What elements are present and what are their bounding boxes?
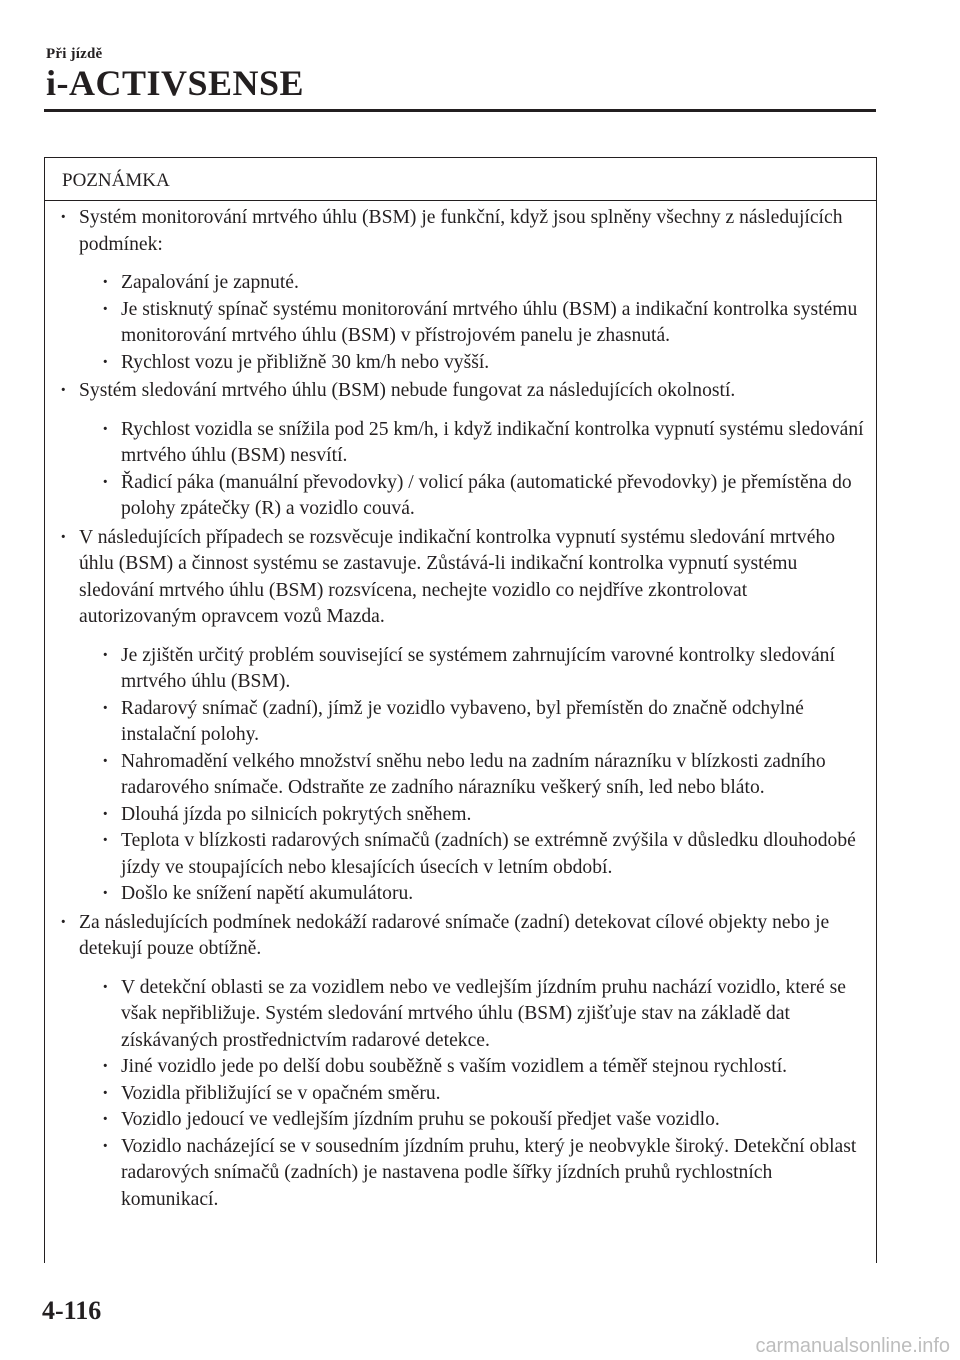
note-subitem: · Řadicí páka (manuální převodovky) / volicí páka (automatické převodovky) je přemístěna do polohy zpátečky (R) a vozidlo couvá.: [79, 470, 864, 523]
note-item-text: Systém monitorování mrtvého úhlu (BSM) je funkční, když jsou splněny všechny z následujících podmínek:: [79, 207, 843, 255]
note-subitem: · Vozidla přibližující se v opačném směru.: [79, 1081, 864, 1108]
note-subitem: · Vozidlo nacházející se v sousedním jízdním pruhu, který je neobvykle široký. Detekční oblast radarových snímačů (zadních) je nastavena podle šířky jízdních pruhů rychlostních komunikací.: [79, 1134, 864, 1214]
note-subitem: · Dlouhá jízda po silnicích pokrytých sněhem.: [79, 802, 864, 829]
chapter-title: i-ACTIVSENSE: [46, 63, 305, 103]
note-item: [57, 205, 864, 376]
note-item: [57, 910, 864, 1214]
section-label: Při jízdě: [46, 46, 103, 62]
note-sublist: [79, 643, 864, 908]
note-subitem: · Jiné vozidlo jede po delší dobu souběžně s vaším vozidlem a téměř stejnou rychlostí.: [79, 1054, 864, 1081]
note-title: POZNÁMKA: [45, 158, 876, 201]
header-rule: [44, 109, 876, 112]
note-subitem: · Radarový snímač (zadní), jímž je vozidlo vybaveno, byl přemístěn do značně odchylné instalační polohy.: [79, 696, 864, 749]
note-subitem: · Rychlost vozu je přibližně 30 km/h nebo vyšší.: [79, 350, 864, 377]
watermark: carmanualsonline.info: [755, 1335, 950, 1357]
note-sublist: [79, 975, 864, 1214]
note-subitem: · Rychlost vozidla se snížila pod 25 km/h, i když indikační kontrolka vypnutí systému sledování mrtvého úhlu (BSM) nesvítí.: [79, 417, 864, 470]
note-sublist: [79, 270, 864, 376]
note-sublist: [79, 417, 864, 523]
note-subitem: · Vozidlo jedoucí ve vedlejším jízdním pruhu se pokouší předjet vaše vozidlo.: [79, 1107, 864, 1134]
note-item-text: Za následujících podmínek nedokáží radarové snímače (zadní) detekovat cílové objekty nebo je detekují pouze obtížně.: [79, 911, 830, 959]
note-item-text: V následujících případech se rozsvěcuje indikační kontrolka vypnutí systému sledování mrtvého úhlu (BSM) a činnost systému se zastavuje. Zůstává-li indikační kontrolka vypnutí systému sledování mrtvého úhlu (BSM) rozsvícena, nechejte vozidlo co nejdříve zkontrolovat autorizovaným opravcem vozů Mazda.: [79, 526, 835, 627]
note-item: [57, 378, 864, 523]
note-box: [44, 157, 877, 1263]
note-subitem: · V detekční oblasti se za vozidlem nebo ve vedlejším jízdním pruhu nachází vozidlo, které se však nepřibližuje. Systém sledování mrtvého úhlu (BSM) zjišťuje stav na základě dat získávaných prostřednictvím radarové detekce.: [79, 975, 864, 1055]
note-item: [57, 525, 864, 908]
note-subitem: · Je zjištěn určitý problém související se systémem zahrnujícím varovné kontrolky sledování mrtvého úhlu (BSM).: [79, 643, 864, 696]
note-subitem: · Je stisknutý spínač systému monitorování mrtvého úhlu (BSM) a indikační kontrolka systému monitorování mrtvého úhlu (BSM) v přístrojovém panelu je zhasnutá.: [79, 297, 864, 350]
page-number: 4-116: [42, 1296, 102, 1325]
note-subitem: · Zapalování je zapnuté.: [79, 270, 864, 297]
page-header: [46, 46, 304, 103]
note-subitem: · Teplota v blízkosti radarových snímačů (zadních) se extrémně zvýšila v důsledku dlouhodobé jízdy ve stoupajících nebo klesajících úsecích v letním období.: [79, 828, 864, 881]
note-list: [57, 205, 864, 1213]
note-body: [45, 201, 876, 1213]
note-subitem: · Došlo ke snížení napětí akumulátoru.: [79, 881, 864, 908]
note-item-text: Systém sledování mrtvého úhlu (BSM) nebude fungovat za následujících okolností.: [79, 380, 736, 401]
note-subitem: · Nahromadění velkého množství sněhu nebo ledu na zadním nárazníku v blízkosti zadního radarového snímače. Odstraňte ze zadního nárazníku veškerý sníh, led nebo bláto.: [79, 749, 864, 802]
